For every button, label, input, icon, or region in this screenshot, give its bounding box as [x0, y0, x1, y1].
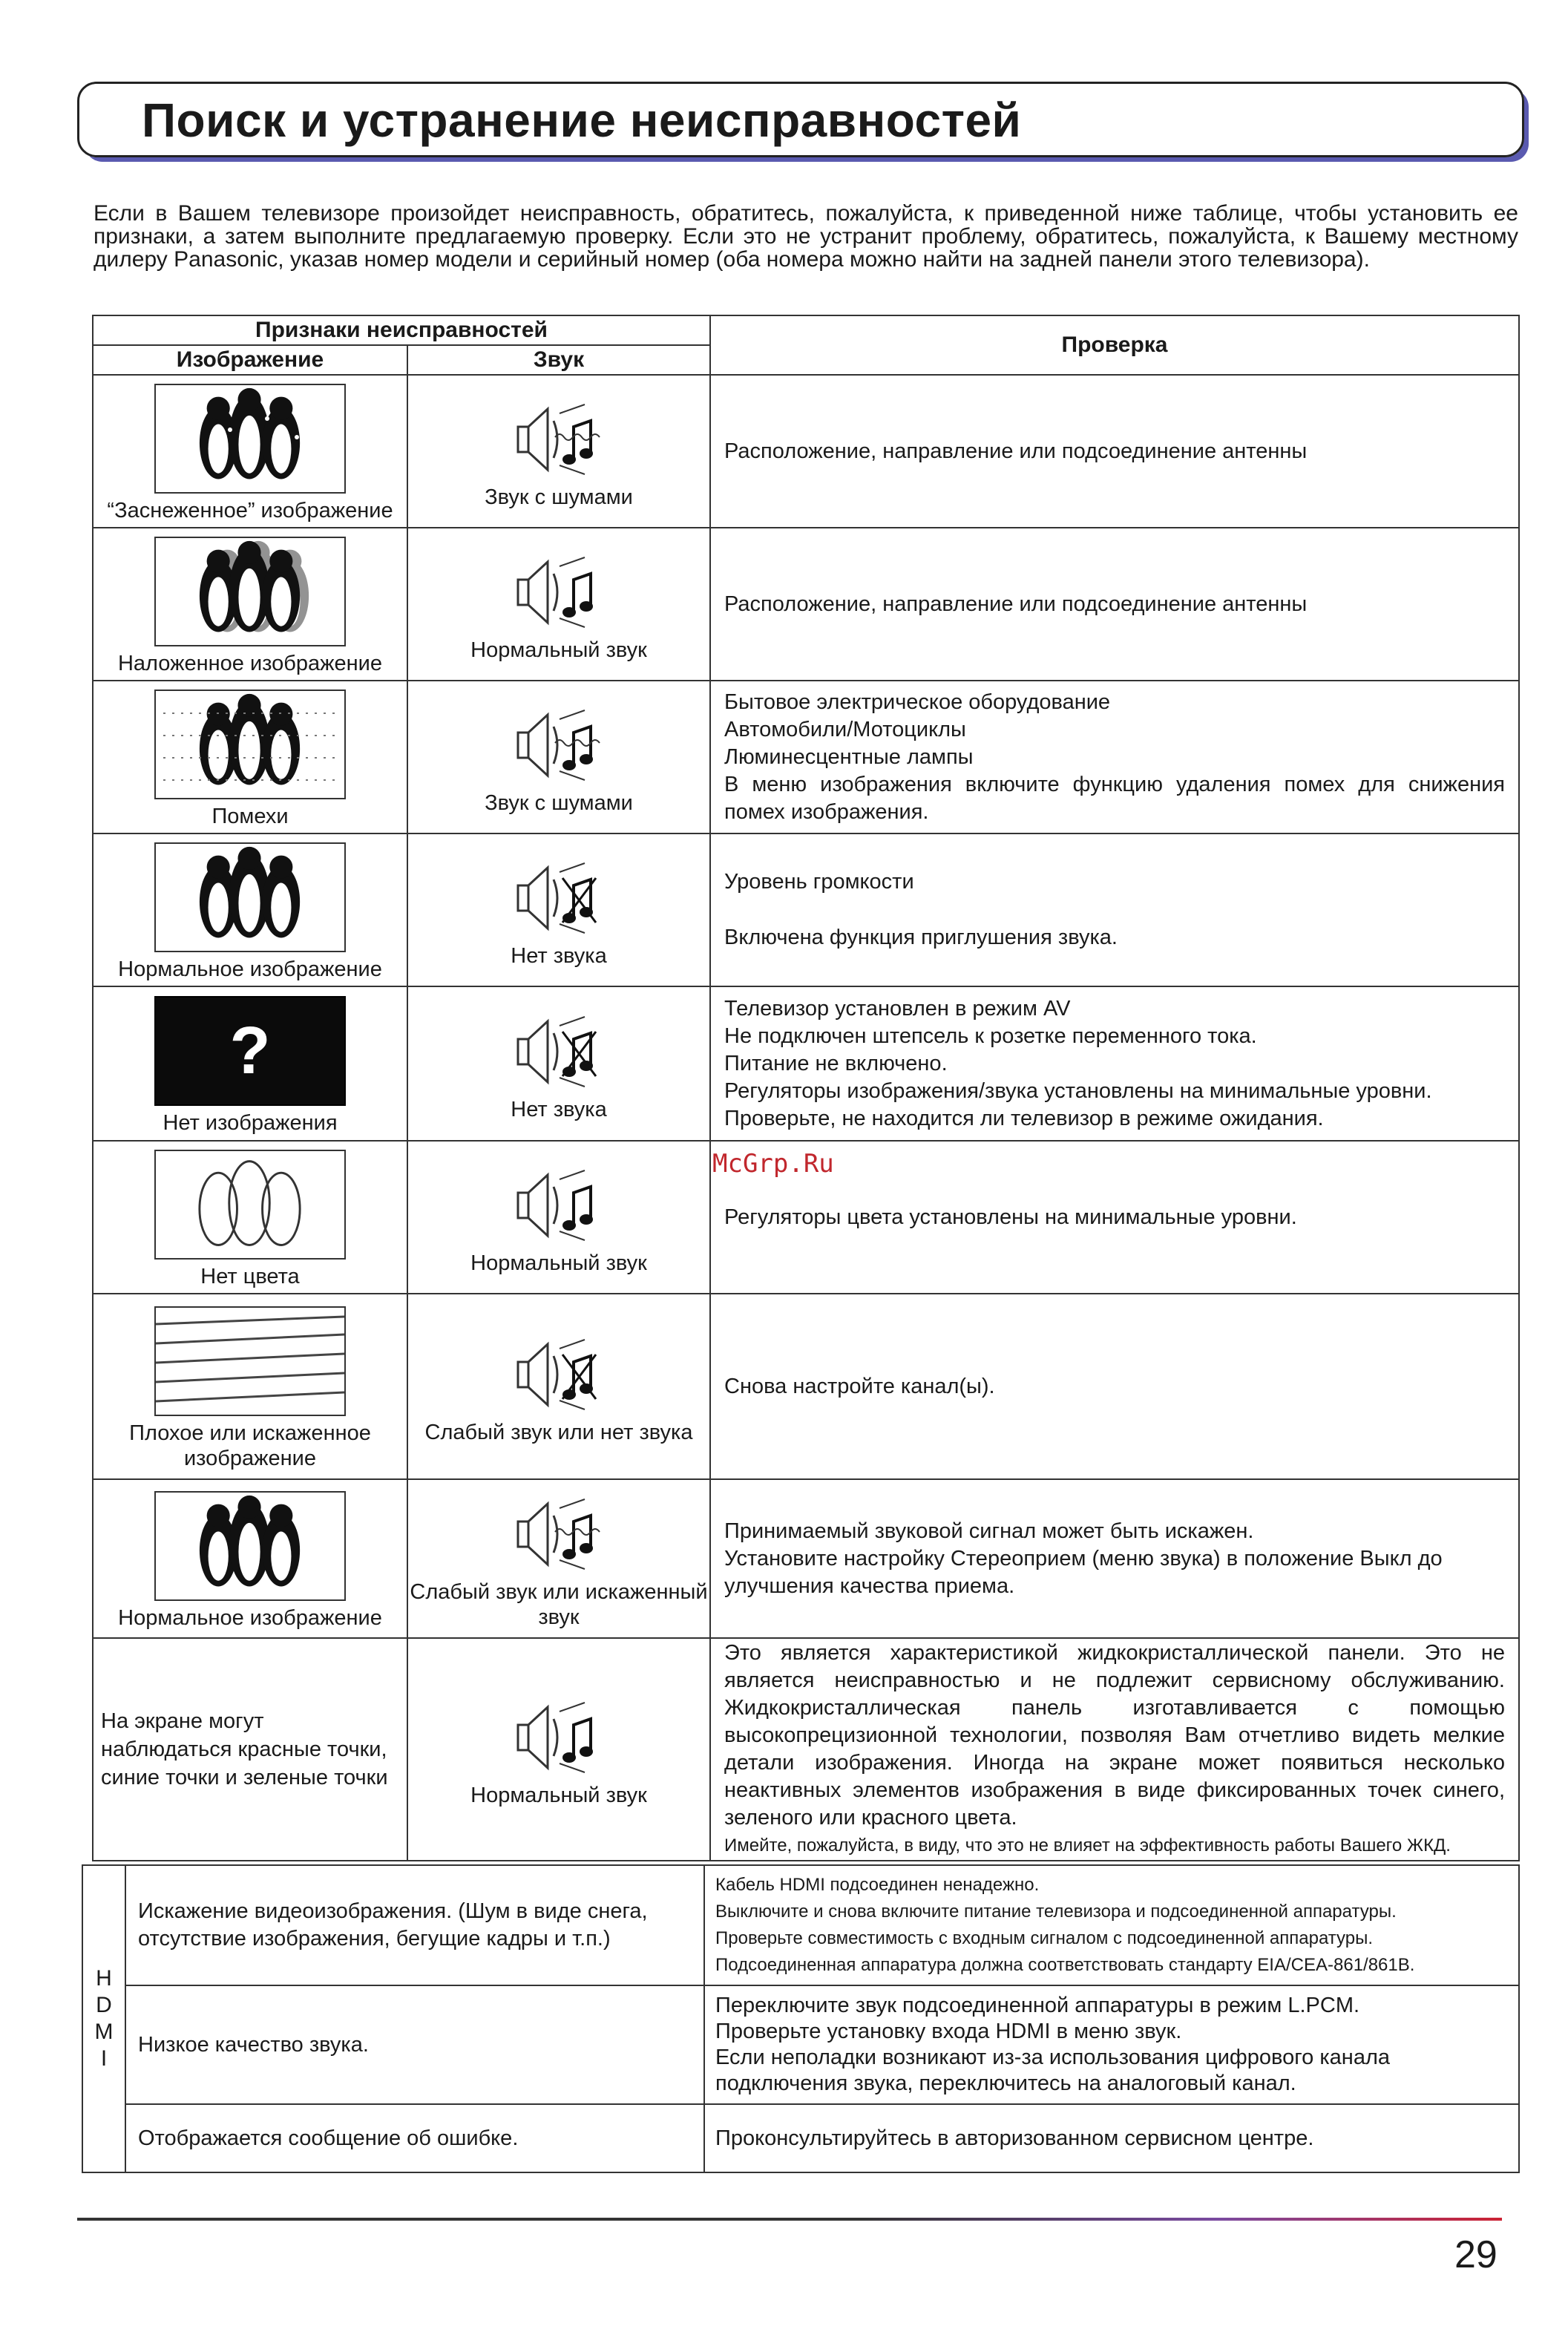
header-check: Проверка: [710, 315, 1519, 375]
sound-caption: Нормальный звук: [470, 1251, 647, 1275]
sound-caption: Нормальный звук: [470, 638, 647, 662]
hdmi-letter: H: [96, 1966, 112, 1991]
normal-sound-icon: [503, 1165, 614, 1246]
hdmi-table: [82, 1864, 1520, 2173]
normal-sound-icon: [503, 551, 614, 633]
image-caption: “Заснеженное” изображение: [107, 499, 393, 523]
check-text: Бытовое электрическое оборудование: [724, 690, 1111, 714]
image-caption: На экране могут наблюдаться красные точки, синие точки и зеленые точки: [101, 1709, 388, 1789]
table-row: [82, 1865, 1519, 1985]
check-text: Проверьте совместимость с входным сигналом с подсоединенной аппаратуры.: [715, 1928, 1374, 1948]
table-row: [93, 1479, 1519, 1638]
check-text: Не подключен штепсель к розетке переменного тока.: [724, 1023, 1257, 1048]
fine-print: Имейте, пожалуйста, в виду, что это не влияет на эффективность работы Вашего ЖКД.: [724, 1835, 1451, 1856]
image-caption: Нет изображения: [163, 1111, 338, 1135]
check-text: Расположение, направление или подсоединение антенны: [724, 439, 1308, 463]
check-text: Телевизор установлен в режим AV: [724, 996, 1071, 1021]
normal-sound-icon: [503, 1697, 614, 1778]
title-box: [77, 82, 1524, 157]
check-text: Уровень громкости: [724, 870, 914, 894]
page-title: Поиск и устранение неисправностей: [142, 94, 1022, 147]
check-text: Включена функция приглушения звука.: [724, 926, 1118, 949]
normal-picture-icon: [154, 1491, 346, 1601]
hdmi-symptom: Искажение видеоизображения. (Шум в виде снега, отсутствие изображения, бегущие кадры и т.п.): [138, 1899, 648, 1951]
troubleshooting-table: [92, 315, 1520, 1861]
check-text: Переключите звук подсоединенной аппаратуры в режим L.PCM.: [715, 1994, 1360, 2017]
weak-sound-icon: [503, 1334, 614, 1415]
sound-caption: Звук с шумами: [485, 485, 633, 509]
ghost-picture-icon: [154, 537, 346, 646]
noisy-sound-icon: [503, 399, 614, 480]
check-text: Люминесцентные лампы: [724, 744, 974, 769]
normal-picture-icon: [154, 842, 346, 952]
header-image: Изображение: [93, 345, 407, 375]
sound-caption: Звук с шумами: [485, 791, 633, 815]
check-text: Подсоединенная аппаратура должна соответствовать стандарту EIA/CEA-861/861B.: [715, 1955, 1415, 1975]
check-text: Проконсультируйтесь в авторизованном сервисном центре.: [715, 2126, 1314, 2150]
check-text: Питание не включено.: [724, 1051, 948, 1075]
header-sound: Звук: [407, 345, 710, 375]
check-text: Принимаемый звуковой сигнал может быть искажен.: [724, 1519, 1254, 1543]
check-text: Если неполадки возникают из-за использования цифрового канала подключения звука, переключитесь на аналоговый канал.: [715, 2046, 1390, 2095]
table-row: [93, 833, 1519, 986]
table-row: [93, 986, 1519, 1141]
hdmi-symptom: Низкое качество звука.: [138, 2032, 369, 2057]
image-caption: Нормальное изображение: [118, 1606, 382, 1630]
image-caption: Помехи: [211, 805, 289, 828]
hdmi-symptom: Отображается сообщение об ошибке.: [138, 2126, 519, 2150]
sound-caption: Слабый звук или нет звука: [424, 1421, 693, 1444]
noisy-sound-icon: [503, 704, 614, 786]
sound-caption: Нормальный звук: [470, 1784, 647, 1807]
image-caption: Плохое или искаженное изображение: [129, 1421, 371, 1470]
table-row: [93, 1638, 1519, 1861]
table-row: [93, 375, 1519, 528]
sound-caption: Нет звука: [511, 1098, 607, 1121]
image-caption: Наложенное изображение: [117, 652, 383, 675]
table-row: [82, 2104, 1519, 2172]
table-row: [93, 681, 1519, 833]
footer-divider: [77, 2218, 1502, 2221]
interference-picture-icon: [154, 690, 346, 799]
check-text: Регуляторы изображения/звука установлены на минимальные уровни.: [724, 1078, 1432, 1103]
check-text: Снова настройте канал(ы).: [724, 1374, 995, 1398]
table-row: [93, 1294, 1519, 1479]
check-text: Это является характеристикой жидкокристаллической панели. Это не является неисправностью и не подлежит сервисному обслуживанию. Жидкокристаллическая панель изготавливается с помощью высокопрецизионной технологии, позволяя Вам отчетливо видеть мелкие детали изображения. Иногда на экране может появиться несколько неактивных элементов изображения в виде фиксированных точек синего, зеленого или красного цвета.: [724, 1641, 1505, 1830]
no-sound-icon: [503, 857, 614, 939]
check-text: В меню изображения включите функцию удаления помех для снижения помех изображения.: [724, 772, 1505, 824]
check-text: Расположение, направление или подсоединение антенны: [724, 592, 1308, 616]
hdmi-label: [82, 1865, 125, 2172]
no-picture-icon: [154, 996, 346, 1106]
no-color-picture-icon: [154, 1150, 346, 1260]
check-text: Проверьте, не находится ли телевизор в режиме ожидания.: [724, 1106, 1324, 1130]
table-row: [82, 1985, 1519, 2104]
image-caption: Нет цвета: [200, 1265, 300, 1288]
watermark: McGrp.Ru: [712, 1149, 834, 1179]
sound-caption: Нет звука: [511, 944, 607, 968]
image-caption: Нормальное изображение: [118, 957, 382, 981]
header-symptoms: Признаки неисправностей: [93, 315, 710, 345]
check-text: Регуляторы цвета установлены на минимальные уровни.: [724, 1205, 1297, 1229]
distorted-picture-icon: [154, 1306, 346, 1416]
check-text: Кабель HDMI подсоединен ненадежно.: [715, 1875, 1040, 1895]
intro-paragraph: Если в Вашем телевизоре произойдет неисправность, обратитесь, пожалуйста, к приведенной ниже таблице, чтобы установить ее признаки, а затем выполните предлагаемую проверку. Если это не устранит проблему, обратитесь, пожалуйста, к Вашему местному дилеру Panasonic, указав номер модели и серийный номер (оба номера можно найти на задней панели этого телевизора).: [94, 201, 1518, 272]
check-text: Выключите и снова включите питание телевизора и подсоединенной аппаратуры.: [715, 1902, 1397, 1922]
distorted-sound-icon: [503, 1493, 614, 1575]
question-mark: ?: [229, 1014, 271, 1088]
hdmi-letter: I: [100, 2046, 108, 2071]
snowy-picture-icon: [154, 384, 346, 494]
check-text: Автомобили/Мотоциклы: [724, 717, 966, 741]
no-sound-icon: [503, 1011, 614, 1093]
check-text: Установите настройку Стереоприем (меню звука) в положение Выкл до улучшения качества приема.: [724, 1546, 1443, 1598]
sound-caption: Слабый звук или искаженный звук: [410, 1580, 708, 1629]
page-number: 29: [1454, 2233, 1498, 2276]
hdmi-letter: D: [96, 1993, 112, 2017]
table-row: [93, 528, 1519, 681]
hdmi-letter: M: [94, 2020, 114, 2044]
check-text: Проверьте установку входа HDMI в меню звук.: [715, 2020, 1182, 2043]
